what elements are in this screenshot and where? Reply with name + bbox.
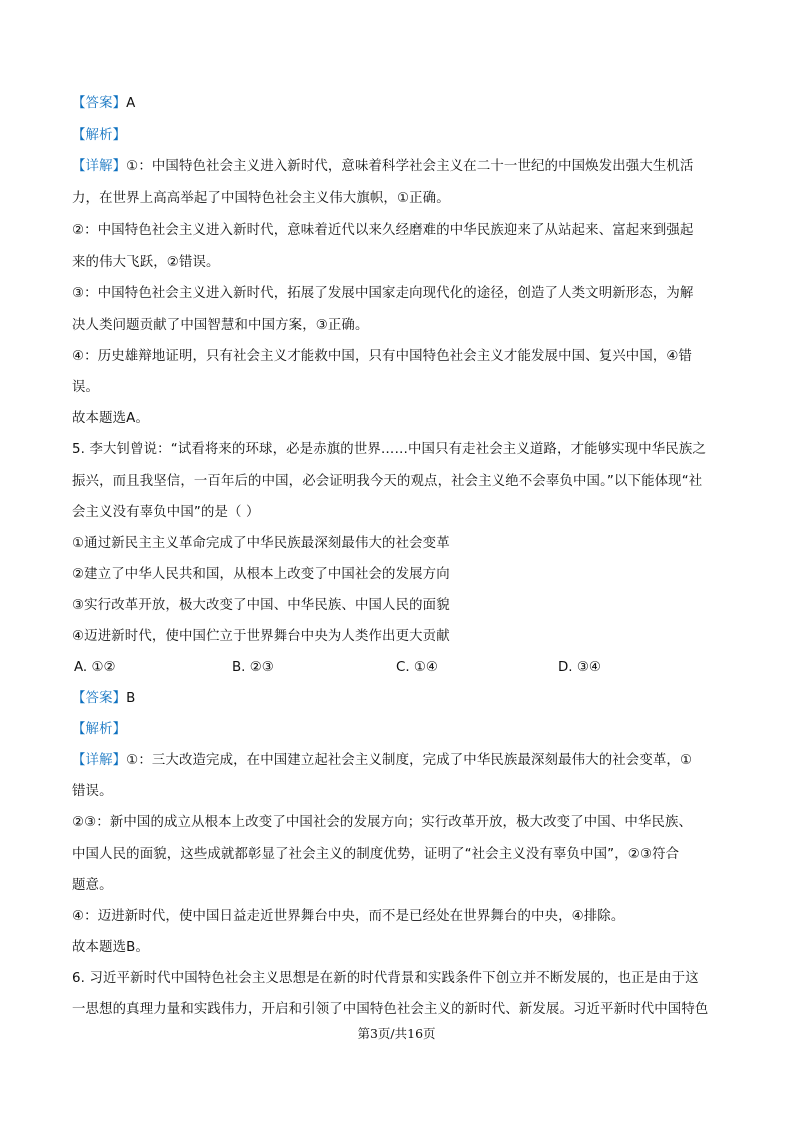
q6-stem-line-1: 一思想的真理力量和实践伟力，开启和引领了中国特色社会主义的新时代、新发展。习近平新时代中国特色 — [72, 1002, 709, 1017]
detail-tag: 【详解】 — [72, 159, 127, 174]
answer-tag: 【答案】 — [72, 96, 127, 111]
q5-detail-line-2: ②③：新中国的成立从根本上改变了中国社会的发展方向；实行改革开放，极大改变了中国、中华民族、 — [72, 815, 693, 830]
q5-detail-line-5: ④：迈进新时代，使中国日益走近世界舞台中央，而不是已经处在世界舞台的中央，④排除。 — [72, 909, 625, 924]
q5-option-a: A. ①② — [74, 660, 116, 675]
detail-tag: 【详解】 — [72, 753, 127, 768]
q5-statement-1: ①通过新民主主义革命完成了中华民族最深刻最伟大的社会变革 — [72, 536, 450, 551]
q4-detail-line-4: ③：中国特色社会主义进入新时代，拓展了发展中国家走向现代化的途径，创造了人类文明新形态，为解 — [72, 286, 694, 301]
q4-detail-text-0: ①：中国特色社会主义进入新时代，意味着科学社会主义在二十一世纪的中国焕发出强大生机活 — [126, 159, 694, 174]
q5-stem-line-0: 5. 李大钊曾说：“试看将来的环球，必是赤旗的世界……中国只有走社会主义道路，才能够实现中华民族之 — [72, 442, 706, 457]
analysis-tag: 【解析】 — [72, 722, 127, 737]
q4-detail-line-2: ②：中国特色社会主义进入新时代，意味着近代以来久经磨难的中华民族迎来了从站起来、富起来到强起 — [72, 223, 694, 238]
q5-detail-line-0 — [72, 751, 732, 771]
q5-statement-2: ②建立了中华人民共和国，从根本上改变了中国社会的发展方向 — [72, 567, 450, 582]
analysis-tag: 【解析】 — [72, 128, 127, 143]
q6-stem-line-0: 6. 习近平新时代中国特色社会主义思想是在新的时代背景和实践条件下创立并不断发展的，也正是由于这 — [72, 971, 699, 986]
q5-statement-4: ④迈进新时代，使中国伫立于世界舞台中央为人类作出更大贡献 — [72, 629, 450, 644]
answer-value: B — [126, 691, 136, 706]
q5-detail-line-1: 错误。 — [72, 784, 113, 799]
q5-option-c: C. ①④ — [396, 660, 438, 675]
q5-detail-line-4: 题意。 — [72, 878, 113, 893]
q5-statement-3: ③实行改革开放，极大改变了中国、中华民族、中国人民的面貌 — [72, 598, 450, 613]
q4-analysis-tag — [72, 126, 732, 146]
q5-option-d: D. ③④ — [558, 660, 601, 675]
q5-stem-line-1: 振兴，而且我坚信，一百年后的中国，必会证明我今天的观点，社会主义绝不会辜负中国。”以下能体现“社 — [72, 474, 703, 489]
q4-detail-line-0 — [72, 157, 732, 177]
q4-detail-line-6: ④：历史雄辩地证明，只有社会主义才能救中国，只有中国特色社会主义才能发展中国、复兴中国，④错 — [72, 349, 693, 364]
q4-detail-line-5: 决人类问题贡献了中国智慧和中国方案，③正确。 — [72, 318, 369, 333]
q5-analysis-tag — [72, 720, 732, 740]
q5-detail-text-0: ①：三大改造完成，在中国建立起社会主义制度，完成了中华民族最深刻最伟大的社会变革，① — [126, 753, 693, 768]
q5-conclusion: 故本题选B。 — [72, 940, 150, 955]
answer-tag: 【答案】 — [72, 691, 127, 706]
q4-answer-line — [72, 94, 732, 114]
q5-stem-line-2: 会主义没有辜负中国”的是（ ） — [72, 505, 260, 520]
answer-value: A — [126, 96, 136, 111]
page-footer: 第3页/共16页 — [357, 1026, 436, 1041]
q5-answer-line — [72, 689, 732, 709]
q5-detail-line-3: 中国人民的面貌，这些成就都彰显了社会主义的制度优势，证明了“社会主义没有辜负中国”，②③符合 — [72, 847, 680, 862]
q5-option-b: B. ②③ — [232, 660, 274, 675]
q4-detail-line-1: 力，在世界上高高举起了中国特色社会主义伟大旗帜，①正确。 — [72, 191, 450, 206]
q4-detail-line-3: 来的伟大飞跃，②错误。 — [72, 255, 220, 270]
q4-detail-line-7: 误。 — [72, 380, 100, 395]
q4-conclusion: 故本题选A。 — [72, 411, 150, 426]
